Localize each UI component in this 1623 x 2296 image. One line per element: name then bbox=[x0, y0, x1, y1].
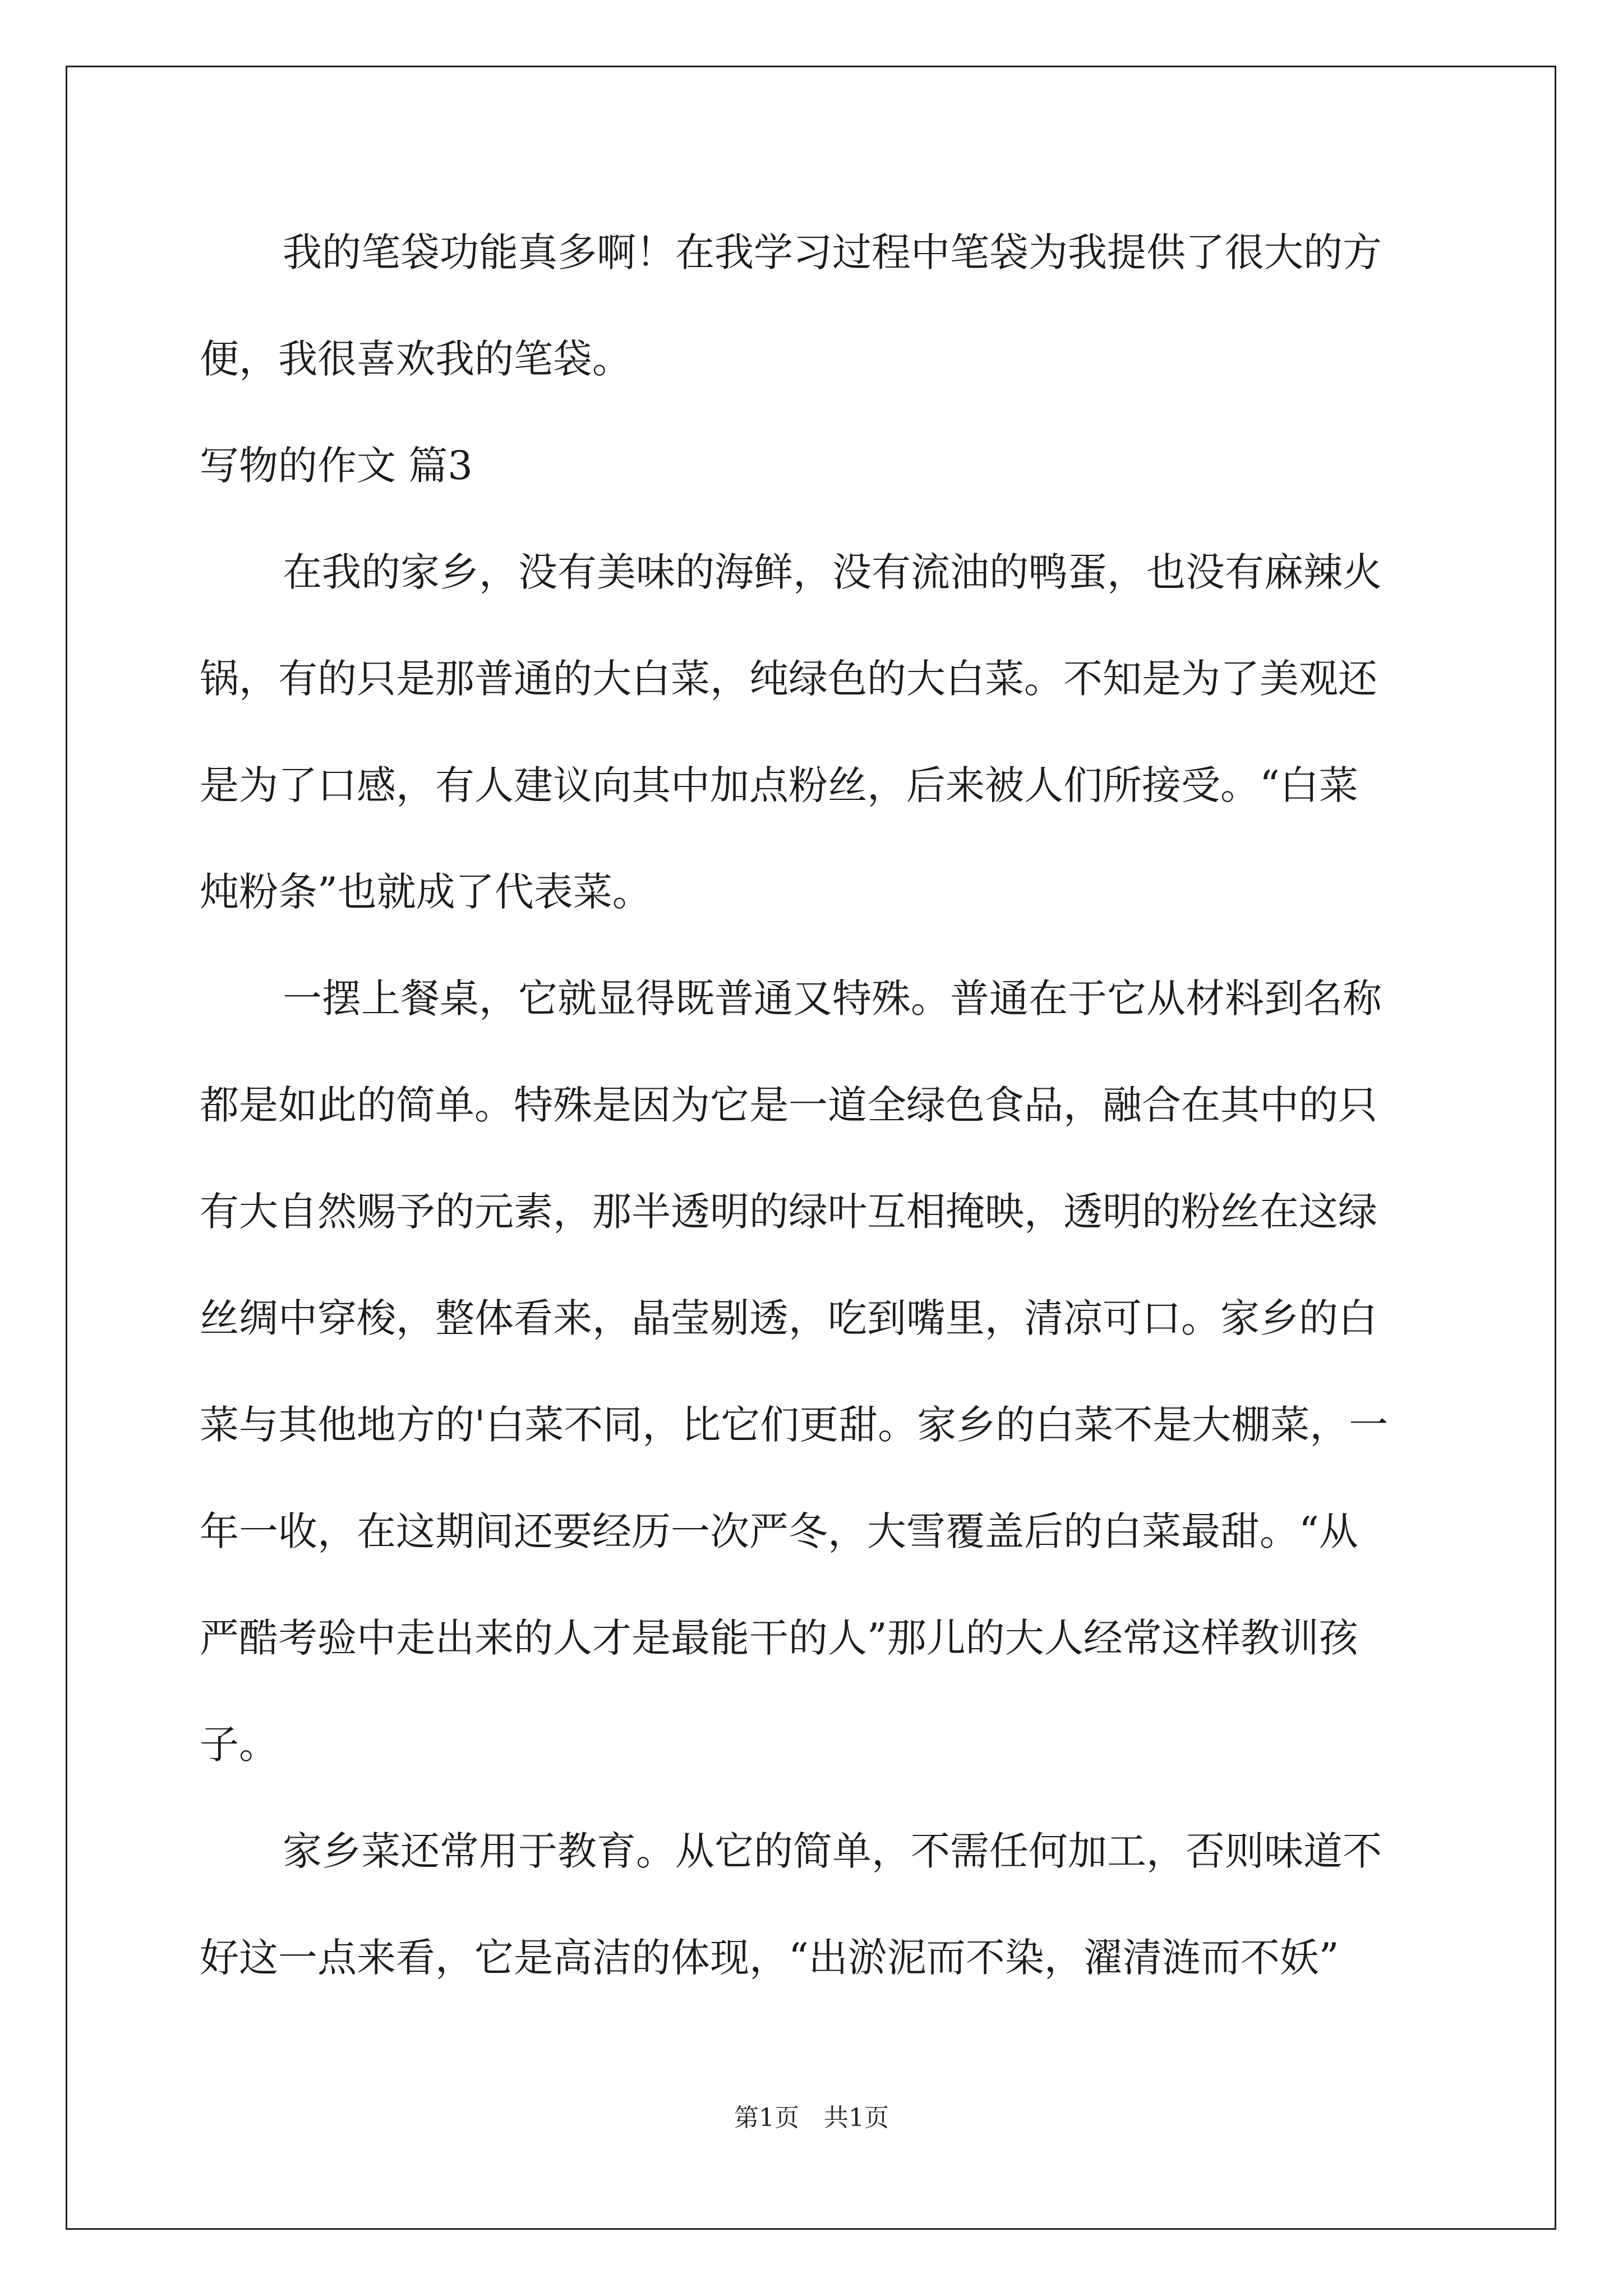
text-line: 家乡菜还常用于教育。从它的简单，不需任何加工，否则味道不 bbox=[283, 1828, 1382, 1874]
text-line: 年一收，在这期间还要经历一次严冬，大雪覆盖后的白菜最甜。“从 bbox=[200, 1508, 1358, 1554]
text-line: 严酷考验中走出来的人才是最能干的人”那儿的大人经常这样教训孩 bbox=[200, 1615, 1358, 1661]
text-line: 丝绸中穿梭，整体看来，晶莹剔透，吃到嘴里，清凉可口。家乡的白 bbox=[200, 1295, 1377, 1341]
text-line: 子。 bbox=[200, 1722, 278, 1768]
text-line: 有大自然赐予的元素，那半透明的绿叶互相掩映，透明的粉丝在这绿 bbox=[200, 1189, 1377, 1235]
document-body bbox=[200, 208, 1426, 2019]
text-line: 我的笔袋功能真多啊！在我学习过程中笔袋为我提供了很大的方 bbox=[283, 229, 1382, 275]
section-heading: 写物的作文 篇3 bbox=[200, 443, 473, 489]
text-line: 好这一点来看，它是高洁的体现，“出淤泥而不染，濯清涟而不妖” bbox=[200, 1935, 1339, 1981]
text-line: 炖粉条”也就成了代表菜。 bbox=[200, 869, 652, 915]
text-line: 一摆上餐桌，它就显得既普通又特殊。普通在于它从材料到名称 bbox=[283, 976, 1382, 1022]
text-line: 便，我很喜欢我的笔袋。 bbox=[200, 336, 631, 382]
text-line: 都是如此的简单。特殊是因为它是一道全绿色食品，融合在其中的只 bbox=[200, 1082, 1377, 1128]
page-footer: 第1页 共1页 bbox=[734, 2104, 889, 2132]
text-line: 锅，有的只是那普通的大白菜，纯绿色的大白菜。不知是为了美观还 bbox=[200, 656, 1377, 702]
text-line: 菜与其他地方的'白菜不同，比它们更甜。家乡的白菜不是大棚菜，一 bbox=[200, 1402, 1389, 1448]
text-line: 是为了口感，有人建议向其中加点粉丝，后来被人们所接受。“白菜 bbox=[200, 762, 1358, 808]
text-line: 在我的家乡，没有美味的海鲜，没有流油的鸭蛋，也没有麻辣火 bbox=[283, 549, 1382, 595]
